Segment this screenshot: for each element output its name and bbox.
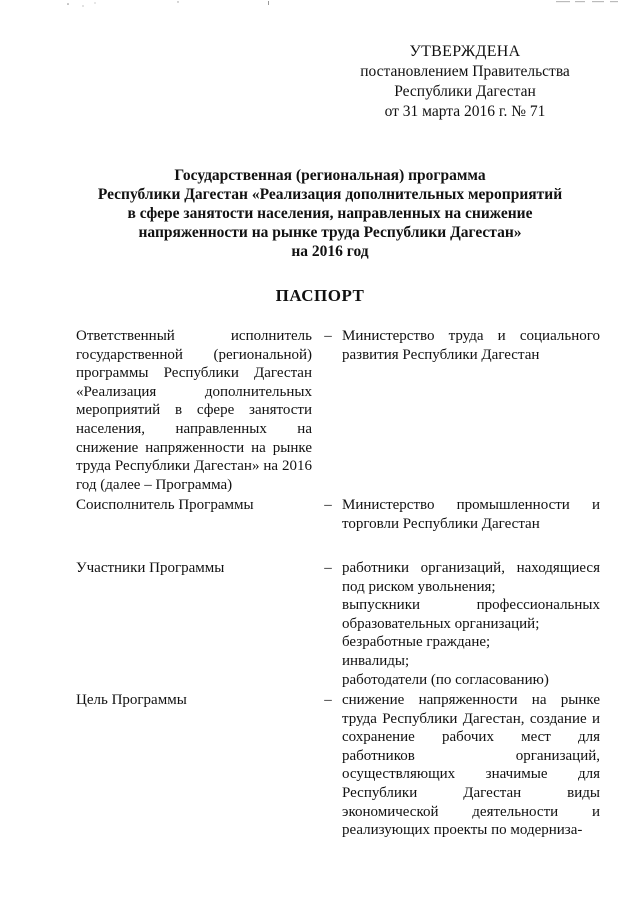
row-value bbox=[342, 691, 600, 840]
value-line: выпускники профессиональных образовательных организаций; bbox=[342, 597, 600, 632]
row-value bbox=[342, 559, 600, 689]
value-line: Министерство промышленности и торговли Республики Дагестан bbox=[342, 497, 600, 532]
row-dash: – bbox=[324, 497, 332, 513]
value-line: снижение напряженности на рынке труда Республики Дагестан, создание и сохранение рабочих мест для работников организаций, осуществляющих значимые для Республики Дагестан виды экономической деятельности и реализующих проекты по модерниза- bbox=[342, 692, 600, 839]
value-line: Министерство труда и социального развития Республики Дагестан bbox=[342, 328, 600, 363]
row-dash: – bbox=[324, 560, 332, 576]
row-dash: – bbox=[324, 328, 332, 344]
value-line: безработные граждане; bbox=[342, 634, 491, 651]
approval-stamp bbox=[340, 42, 590, 122]
value-line: работники организаций, находящиеся под риском увольнения; bbox=[342, 560, 600, 595]
approval-line-2: Республики Дагестан bbox=[394, 83, 536, 100]
title-line: на 2016 год bbox=[291, 243, 369, 260]
row-label: Ответственный исполнитель государственной (региональной) программы Республики Дагестан «Реализация дополнительных мероприятий в сфере занятости населения, направленных на снижение напряженности на рынке труда Республики Дагестан» на 2016 год (далее – Программа) bbox=[76, 328, 312, 493]
title-line: в сфере занятости населения, направленных на снижение bbox=[127, 205, 533, 222]
approval-line-1: постановлением Правительства bbox=[360, 63, 570, 80]
value-line: работодатели (по согласованию) bbox=[342, 671, 549, 688]
approval-line-3: от 31 марта 2016 г. № 71 bbox=[384, 103, 546, 120]
value-line: инвалиды; bbox=[342, 652, 410, 669]
row-value bbox=[342, 327, 600, 364]
title-line: Республики Дагестан «Реализация дополнительных мероприятий bbox=[97, 186, 563, 203]
document-title bbox=[60, 166, 600, 261]
title-line: Государственная (региональная) программа bbox=[174, 167, 486, 184]
row-label: Цель Программы bbox=[76, 692, 187, 708]
row-dash: – bbox=[324, 692, 332, 708]
passport-heading: ПАСПОРТ bbox=[275, 286, 365, 305]
title-line: напряженности на рынке труда Республики Дагестан» bbox=[138, 224, 522, 241]
scan-specks bbox=[0, 0, 640, 12]
row-value bbox=[342, 496, 600, 533]
approval-title: УТВЕРЖДЕНА bbox=[409, 43, 521, 60]
row-label: Участники Программы bbox=[76, 560, 225, 576]
row-label: Соисполнитель Программы bbox=[76, 497, 254, 513]
